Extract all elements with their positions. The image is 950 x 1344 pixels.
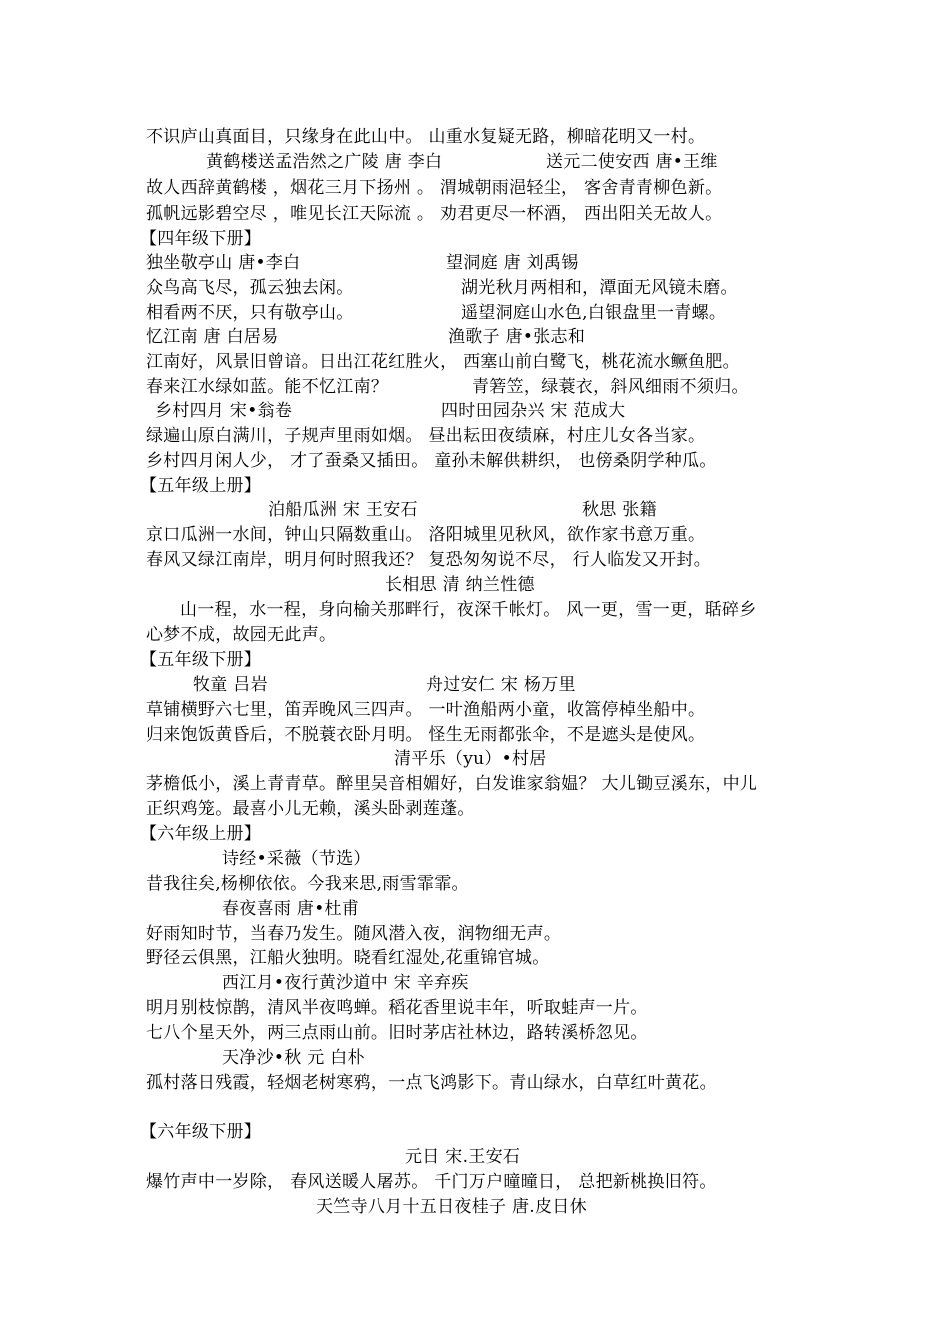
text-line: 归来饱饭黄昏后，不脱蓑衣卧月明。 怪生无雨都张伞，不是遮头是使风。 <box>146 725 706 745</box>
text-line: 相看两不厌，只有敬亭山。 <box>146 303 354 323</box>
text-line: 孤村落日残霞，轻烟老树寒鸦，一点飞鸿影下。青山绿水，白草红叶黄花。 <box>146 1073 717 1093</box>
text-line: 江南好，风景旧曾谙。日出江花红胜火， 西塞山前白鹭飞，桃花流水鳜鱼肥。 <box>146 352 740 372</box>
poem-title: 乡村四月 宋•翁卷 <box>155 401 293 421</box>
text-line: 山一程，水一程，身向榆关那畔行，夜深千帐灯。 风一更，雪一更，聒碎乡 <box>180 600 757 620</box>
text-line: 野径云俱黑，江船火独明。晓看红湿处,花重锦官城。 <box>146 948 550 968</box>
poem-title: 渔歌子 唐•张志和 <box>448 327 586 347</box>
text-line: 青箬笠，绿蓑衣，斜风细雨不须归。 <box>472 377 749 397</box>
text-line: 乡村四月闲人少， 才了蚕桑又插田。 童孙未解供耕织， 也傍桑阴学种瓜。 <box>146 451 717 471</box>
poem-title: 元日 宋.王安石 <box>405 1147 521 1167</box>
poem-title: 四时田园杂兴 宋 范成大 <box>441 401 626 421</box>
text-line: 草铺横野六七里，笛弄晚风三四声。 一叶渔船两小童，收篙停棹坐船中。 <box>146 700 706 720</box>
poem-title: 黄鹤楼送孟浩然之广陵 唐 李白 <box>206 152 443 172</box>
poem-title: 天净沙•秋 元 白朴 <box>222 1048 365 1068</box>
poem-title: 诗经•采薇（节选） <box>222 849 371 869</box>
poem-title: 独坐敬亭山 唐•李白 <box>146 253 301 273</box>
poem-title: 泊船瓜洲 宋 王安石 <box>268 500 418 520</box>
text-line: 春风又绿江南岸，明月何时照我还？ 复恐匆匆说不尽， 行人临发又开封。 <box>146 550 712 570</box>
text-line: 心梦不成，故园无此声。 <box>146 625 337 645</box>
text-line: 昔我往矣,杨柳依依。今我来思,雨雪霏霏。 <box>146 874 469 894</box>
poem-title: 清平乐（yu）•村居 <box>394 749 547 769</box>
poem-title: 望洞庭 唐 刘禹锡 <box>446 253 579 273</box>
text-line: 湖光秋月两相和，潭面无风镜未磨。 <box>461 278 738 298</box>
text-line: 遥望洞庭山水色,白银盘里一青螺。 <box>461 303 727 323</box>
text-line: 爆竹声中一岁除， 春风送暖人屠苏。 千门万户曈曈日， 总把新桃换旧符。 <box>146 1172 717 1192</box>
poem-title: 秋思 张籍 <box>582 500 657 520</box>
text-line: 孤帆远影碧空尽 ，唯见长江天际流 。 劝君更尽一杯酒， 西出阳关无故人。 <box>146 204 723 224</box>
poem-title: 天竺寺八月十五日夜桂子 唐.皮日休 <box>316 1197 587 1217</box>
text-line: 茅檐低小，溪上青青草。醉里吴音相媚好，白发谁家翁媪？ 大儿锄豆溪东，中儿 <box>146 774 758 794</box>
text-line: 众鸟高飞尽，孤云独去闲。 <box>146 278 354 298</box>
text-line: 正织鸡笼。最喜小儿无赖，溪头卧剥莲蓬。 <box>146 799 475 819</box>
section-heading: 【六年级下册】 <box>140 1122 262 1142</box>
section-heading: 【六年级上册】 <box>140 824 262 844</box>
poem-title: 送元二使安西 唐•王维 <box>546 152 718 172</box>
poem-title: 长相思 清 纳兰性德 <box>385 575 535 595</box>
section-heading: 【五年级下册】 <box>140 650 262 670</box>
text-line: 明月别枝惊鹊，清风半夜鸣蝉。稻花香里说丰年，听取蛙声一片。 <box>146 998 648 1018</box>
poem-title: 忆江南 唐 白居易 <box>146 327 279 347</box>
text-line: 不识庐山真面目，只缘身在此山中。 山重水复疑无路，柳暗花明又一村。 <box>146 127 706 147</box>
text-line: 春来江水绿如蓝。能不忆江南？ <box>146 377 389 397</box>
poem-title: 舟过安仁 宋 杨万里 <box>426 675 576 695</box>
text-line: 七八个星天外，两三点雨山前。旧时茅店社林边，路转溪桥忽见。 <box>146 1023 648 1043</box>
text-line: 好雨知时节，当春乃发生。随风潜入夜，润物细无声。 <box>146 924 562 944</box>
section-heading: 【五年级上册】 <box>140 476 262 496</box>
section-heading: 【四年级下册】 <box>140 229 262 249</box>
poem-title: 牧童 吕岩 <box>193 675 268 695</box>
text-line: 绿遍山原白满川，子规声里雨如烟。 昼出耘田夜绩麻，村庄儿女各当家。 <box>146 426 706 446</box>
poem-title: 西江月•夜行黄沙道中 宋 辛弃疾 <box>222 973 469 993</box>
text-line: 故人西辞黄鹤楼 ，烟花三月下扬州 。 渭城朝雨浥轻尘， 客舍青青柳色新。 <box>146 178 723 198</box>
text-line: 京口瓜洲一水间，钟山只隔数重山。 洛阳城里见秋风，欲作家书意万重。 <box>146 525 706 545</box>
poem-title: 春夜喜雨 唐•杜甫 <box>222 899 360 919</box>
